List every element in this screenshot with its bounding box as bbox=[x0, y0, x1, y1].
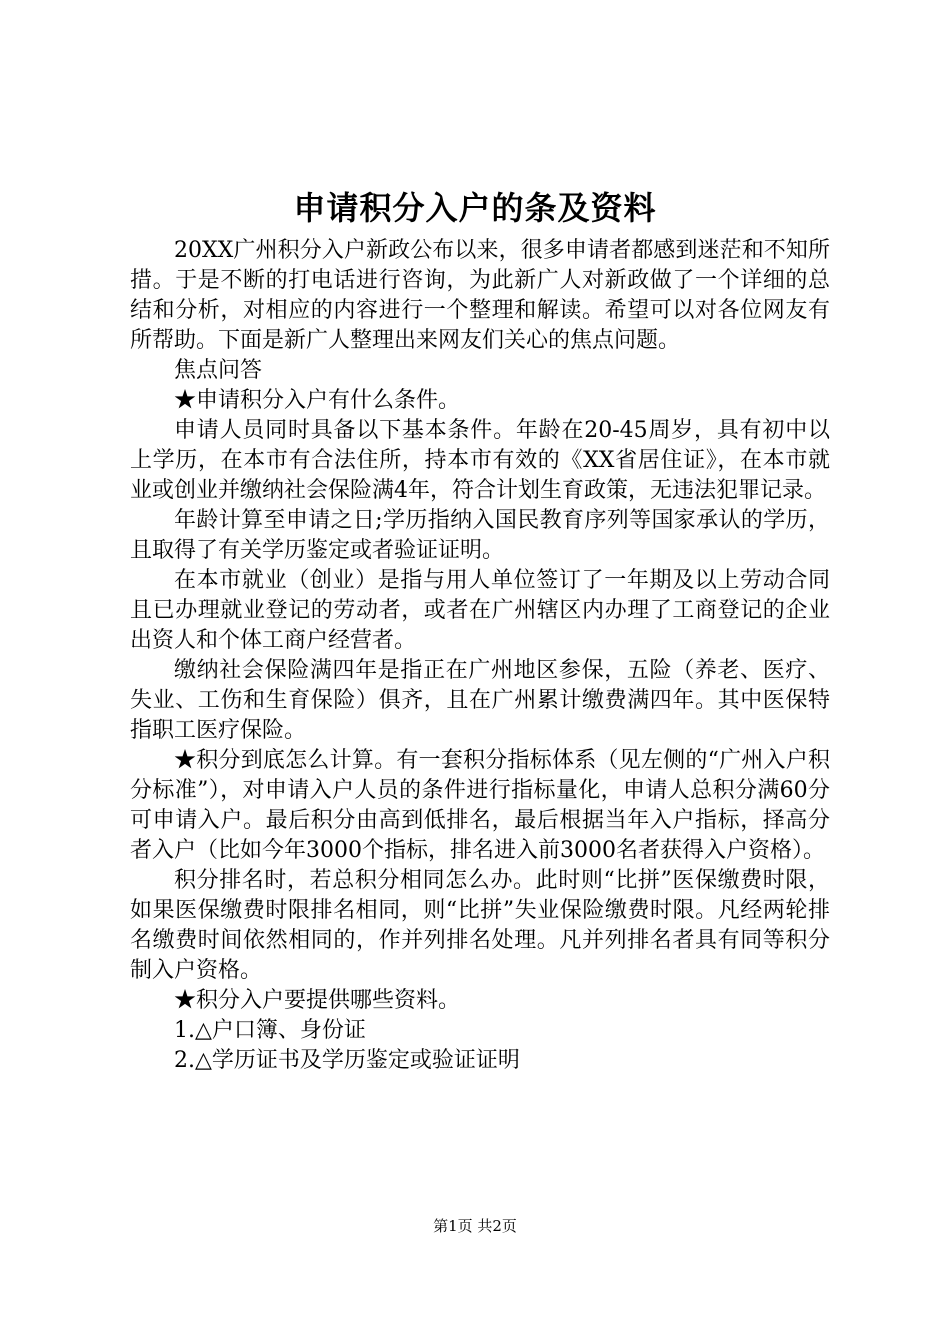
paragraph-age-education: 年龄计算至申请之日;学历指纳入国民教育序列等国家承认的学历，且取得了有关学历鉴定或者验证证明。 bbox=[130, 508, 830, 563]
list-item-education-certificate: 2.△学历证书及学历鉴定或验证证明 bbox=[174, 1048, 520, 1073]
paragraph-social-insurance: 缴纳社会保险满四年是指正在广州地区参保，五险（养老、医疗、失业、工伤和生育保险）俱齐，且在广州累计缴费满四年。其中医保特指职工医疗保险。 bbox=[130, 658, 830, 743]
paragraph-intro: 20XX广州积分入户新政公布以来，很多申请者都感到迷茫和不知所措。于是不断的打电话进行咨询，为此新广人对新政做了一个详细的总结和分析，对相应的内容进行一个整理和解读。希望可以对各位网友有所帮助。下面是新广人整理出来网友们关心的焦点问题。 bbox=[130, 238, 830, 353]
paragraph-question-materials: ★积分入户要提供哪些资料。 bbox=[174, 988, 461, 1013]
paragraph-basic-conditions: 申请人员同时具备以下基本条件。年龄在20-45周岁，具有初中以上学历，在本市有合法住所，持本市有效的《XX省居住证》，在本市就业或创业并缴纳社会保险满4年，符合计划生育政策，无违法犯罪记录。 bbox=[130, 418, 830, 503]
paragraph-tie-ranking: 积分排名时，若总积分相同怎么办。此时则“比拼”医保缴费时限，如果医保缴费时限排名相同，则“比拼”失业保险缴费时限。凡经两轮排名缴费时间依然相同的，作并列排名处理。凡并列排名者具有同等积分制入户资格。 bbox=[130, 868, 830, 983]
paragraph-employment: 在本市就业（创业）是指与用人单位签订了一年期及以上劳动合同且已办理就业登记的劳动者，或者在广州辖区内办理了工商登记的企业出资人和个体工商户经营者。 bbox=[130, 568, 830, 653]
document-body bbox=[130, 236, 830, 1076]
paragraph-question-conditions: ★申请积分入户有什么条件。 bbox=[174, 388, 461, 413]
paragraph-question-calculation: ★积分到底怎么计算。有一套积分指标体系（见左侧的“广州入户积分标准”），对申请入户人员的条件进行指标量化，申请人总积分满60分可申请入户。最后积分由高到低排名，最后根据当年入户指标，择高分者入户（比如今年3000个指标，排名进入前3000名者获得入户资格）。 bbox=[130, 748, 830, 863]
paragraph-qa-heading: 焦点问答 bbox=[174, 358, 263, 383]
page-footer: 第1页 共2页 bbox=[433, 1217, 517, 1235]
list-item-household-register: 1.△户口簿、身份证 bbox=[174, 1018, 366, 1043]
document-title: 申请积分入户的条及资料 bbox=[293, 189, 657, 227]
